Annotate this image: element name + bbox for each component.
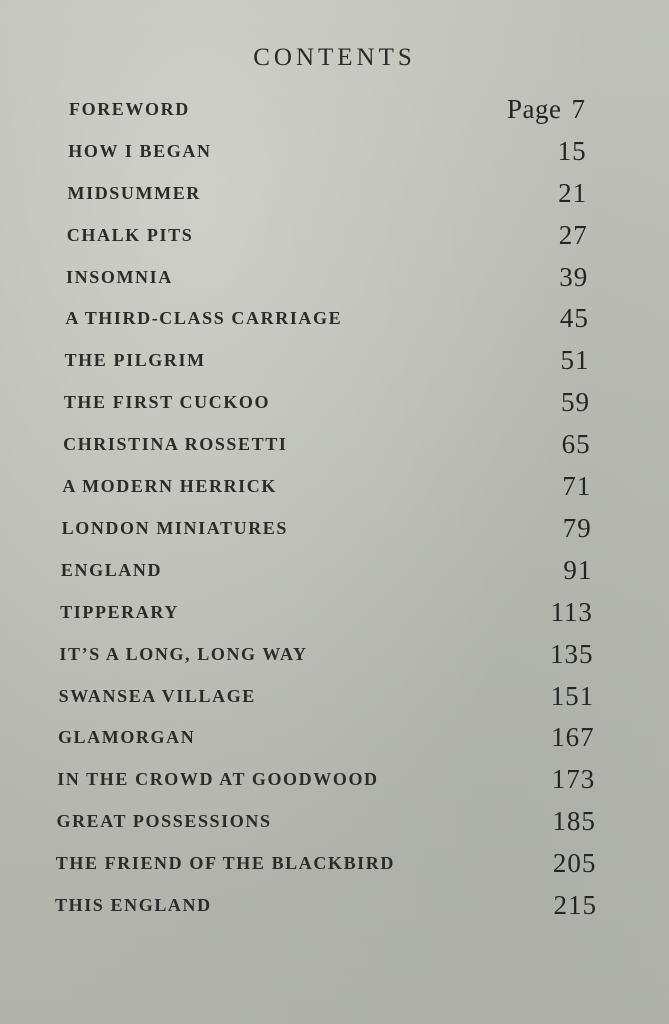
- toc-entry-title: FOREWORD: [69, 99, 190, 119]
- toc-entry-page-number: 173: [551, 764, 596, 795]
- toc-entry-title: CHRISTINA ROSSETTI: [63, 434, 288, 455]
- toc-entry-title: THIS ENGLAND: [55, 895, 212, 915]
- toc-entry-page-number: 21: [558, 177, 588, 208]
- toc-entry-title: GREAT POSSESSIONS: [56, 811, 272, 832]
- toc-entry: [67, 220, 588, 250]
- toc-entry: [55, 890, 597, 920]
- toc-entry-page-number: 185: [552, 806, 596, 837]
- toc-entry-title: SWANSEA VILLAGE: [58, 685, 256, 706]
- toc-entry-page-value: 7: [571, 94, 586, 124]
- toc-entry-title: THE FIRST CUCKOO: [63, 392, 271, 413]
- toc-entry-title: THE FRIEND OF THE BLACKBIRD: [55, 853, 395, 874]
- toc-entry: [62, 471, 591, 501]
- toc-entry-title: A THIRD-CLASS CARRIAGE: [65, 308, 343, 329]
- toc-entry: [58, 722, 595, 752]
- toc-entry: [61, 555, 592, 585]
- toc-entry-page-number: 215: [553, 890, 597, 920]
- toc-entry-page-number: 27: [558, 219, 588, 250]
- toc-entry: [63, 429, 591, 459]
- toc-entry-page-number: 167: [551, 722, 595, 753]
- toc-entry: [56, 848, 597, 878]
- toc-entry: [64, 387, 590, 417]
- toc-entry-page-number: [507, 94, 586, 124]
- toc-entry-title: IT’S A LONG, LONG WAY: [59, 643, 308, 664]
- toc-entry-title: LONDON MINIATURES: [61, 517, 289, 538]
- toc-entry-page-number: 91: [563, 554, 593, 585]
- page-label: Page: [507, 94, 562, 124]
- toc-entry: [69, 94, 586, 124]
- toc-entry-page-number: 79: [562, 512, 592, 543]
- toc-entry: [59, 639, 593, 669]
- toc-entry-page-number: 65: [561, 429, 591, 460]
- toc-entry-title: IN THE CROWD AT GOODWOOD: [57, 769, 379, 790]
- toc-entry: [68, 178, 588, 208]
- toc-entry: [66, 262, 588, 292]
- toc-entry: [57, 764, 595, 794]
- toc-entry-title: GLAMORGAN: [57, 727, 196, 748]
- toc-entry: [65, 345, 590, 375]
- contents-heading: CONTENTS: [253, 44, 416, 71]
- toc-entry-title: HOW I BEGAN: [68, 140, 212, 161]
- toc-entry-title: THE PILGRIM: [64, 350, 206, 371]
- toc-entry-page-number: 51: [560, 345, 590, 376]
- toc-entry-page-number: 15: [557, 135, 587, 166]
- toc-entry: [68, 136, 586, 166]
- toc-entry-page-number: 113: [550, 596, 593, 627]
- toc-entry-title: A MODERN HERRICK: [62, 476, 277, 497]
- toc-entry-page-number: 39: [559, 261, 589, 292]
- toc-entry-title: CHALK PITS: [66, 224, 194, 245]
- toc-entry-title: INSOMNIA: [66, 266, 173, 287]
- toc-entry-page-number: 71: [562, 471, 592, 502]
- toc-entry-title: ENGLAND: [60, 559, 163, 580]
- toc-entry-page-number: 135: [550, 638, 594, 669]
- toc-entry: [62, 513, 592, 543]
- toc-entry-title: MIDSUMMER: [67, 182, 201, 203]
- toc-entry: [65, 303, 589, 333]
- toc-entry-page-number: 45: [559, 303, 589, 334]
- toc-entry: [56, 806, 595, 836]
- toc-entry-page-number: 205: [552, 848, 597, 879]
- toc-entry-page-number: 59: [561, 387, 591, 418]
- toc-entry: [60, 597, 593, 627]
- toc-entry: [59, 681, 594, 711]
- toc-entry-title: TIPPERARY: [60, 601, 179, 622]
- toc-entry-page-number: 151: [550, 680, 595, 711]
